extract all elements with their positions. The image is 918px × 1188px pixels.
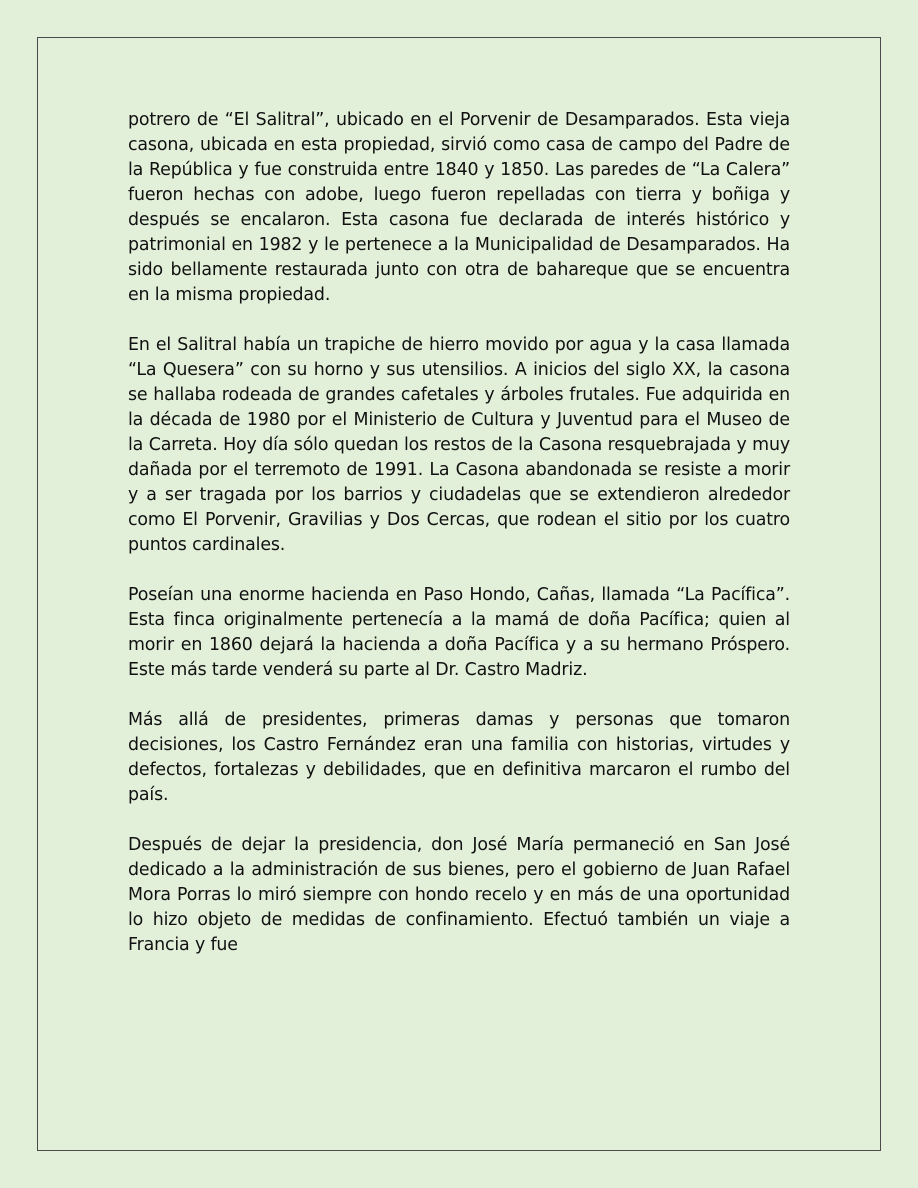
paragraph-4: Más allá de presidentes, primeras damas y personas que tomaron decisiones, los Castro Fernández eran una familia con historias, virtudes y defectos, fortalezas y debilidades, que en definitiva marcaron el rumbo del país. xyxy=(128,710,790,805)
paragraph-1: potrero de “El Salitral”, ubicado en el Porvenir de Desamparados. Esta vieja casona, ubicada en esta propiedad, sirvió como casa de campo del Padre de la República y fue construida entre 1840 y 1850. Las paredes de “La Calera” fueron hechas con adobe, luego fueron repelladas con tierra y boñiga y después se encalaron. Esta casona fue declarada de interés histórico y patrimonial en 1982 y le pertenece a la Municipalidad de Desamparados. Ha sido bellamente restaurada junto con otra de bahareque que se encuentra en la misma propiedad. xyxy=(128,110,790,305)
paragraph-5: Después de dejar la presidencia, don José María permaneció en San José dedicado a la administración de sus bienes, pero el gobierno de Juan Rafael Mora Porras lo miró siempre con hondo recelo y en más de una oportunidad lo hizo objeto de medidas de confinamiento. Efectuó también un viaje a Francia y fue xyxy=(128,835,790,955)
paragraph-2: En el Salitral había un trapiche de hierro movido por agua y la casa llamada “La Quesera” con su horno y sus utensilios. A inicios del siglo XX, la casona se hallaba rodeada de grandes cafetales y árboles frutales. Fue adquirida en la década de 1980 por el Ministerio de Cultura y Juventud para el Museo de la Carreta. Hoy día sólo quedan los restos de la Casona resquebrajada y muy dañada por el terremoto de 1991. La Casona abandonada se resiste a morir y a ser tragada por los barrios y ciudadelas que se extendieron alrededor como El Porvenir, Gravilias y Dos Cercas, que rodean el sitio por los cuatro puntos cardinales. xyxy=(128,335,790,555)
document-body xyxy=(128,108,790,958)
paragraph-3: Poseían una enorme hacienda en Paso Hondo, Cañas, llamada “La Pacífica”. Esta finca originalmente pertenecía a la mamá de doña Pacífica; quien al morir en 1860 dejará la hacienda a doña Pacífica y a su hermano Próspero. Este más tarde venderá su parte al Dr. Castro Madriz. xyxy=(128,585,790,680)
